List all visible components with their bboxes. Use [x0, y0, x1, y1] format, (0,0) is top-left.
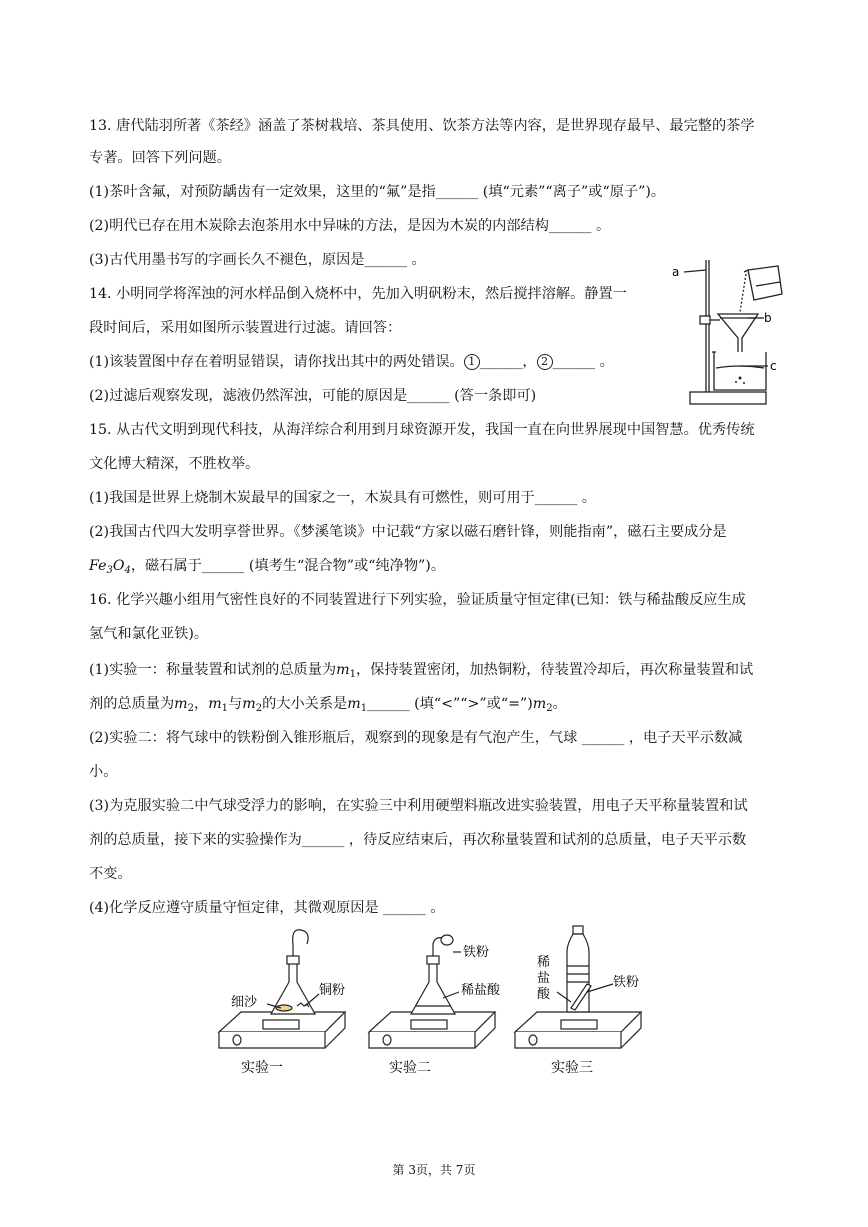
var-m1: m	[336, 662, 350, 678]
label-acid: 稀盐酸	[461, 983, 501, 998]
circled-number-1: 1	[464, 354, 480, 370]
circled-number-2: 2	[537, 354, 553, 370]
var-m2-sub: 2	[187, 703, 194, 714]
var-m1-sub: 1	[349, 669, 356, 680]
q16-part2-line2: 小。	[89, 764, 118, 780]
q15-part2-rest: ，磁石属于______ (填考生“混合物”或“纯净物”)。	[130, 558, 446, 574]
q16-part1-line2	[89, 694, 567, 719]
var-m1c-sub: 1	[360, 703, 368, 714]
var-m2b: m	[242, 696, 256, 712]
label-acid-v3: 酸	[537, 987, 551, 1002]
var-m2b-sub: 2	[255, 703, 263, 714]
q13-part3: (3)古代用墨书写的字画长久不褪色，原因是______ 。	[89, 252, 426, 268]
label-iron-3: 铁粉	[613, 975, 640, 990]
experiment-figures	[215, 922, 665, 1082]
q14-part1	[89, 352, 614, 372]
q13-part1: (1)茶叶含氟，对预防龋齿有一定效果，这里的“氟”是指______ (填“元素”“离子”或“原子”)。	[89, 184, 666, 200]
formula-o: O	[112, 558, 125, 574]
q14-blank-sep: ，	[522, 354, 537, 370]
q16-part3-line1: (3)为克服实验二中气球受浮力的影响，在实验三中利用硬塑料瓶改进实验装置，用电子天平称量装置和试	[89, 798, 748, 814]
formula-o-sub: 4	[124, 565, 131, 576]
var-m2: m	[174, 696, 188, 712]
var-m1b: m	[208, 696, 222, 712]
q16-part1-h: 。	[552, 696, 567, 712]
q14-blank1: ______	[479, 354, 523, 370]
q16-part1-e: 与	[228, 696, 243, 712]
var-m2c-sub: 2	[546, 703, 553, 714]
q16-part1-f: 的大小关系是	[262, 696, 348, 712]
q14-blank2: ______ 。	[552, 354, 614, 370]
q15-stem-line2: 文化博大精深，不胜枚举。	[89, 456, 260, 472]
label-a: a	[672, 265, 680, 279]
var-m1b-sub: 1	[221, 703, 229, 714]
q16-part1-line1	[89, 660, 753, 685]
q13-stem-line2: 专著。回答下列问题。	[89, 150, 231, 166]
label-acid-v1: 稀	[537, 955, 551, 970]
q16-part1-a: (1)实验一：称量装置和试剂的总质量为	[89, 662, 337, 678]
q16-part2-line1: (2)实验二：将气球中的铁粉倒入锥形瓶后，观察到的现象是有气泡产生，气球 ______ ，电子天平示数减	[89, 730, 743, 746]
label-c: c	[770, 359, 777, 373]
page-footer: 第 3页，共 7页	[392, 1163, 476, 1177]
q15-part2-line1: (2)我国古代四大发明享誉世界。《梦溪笔谈》中记载“方家以磁石磨针锋，则能指南”，磁石主要成分是	[89, 524, 727, 540]
var-m2c: m	[532, 696, 547, 712]
q15-part2-line2	[89, 556, 445, 581]
label-acid-v2: 盐	[537, 971, 551, 986]
q16-part1-b: ，保持装置密闭，加热铜粉，待装置冷却后，再次称量装置和试	[355, 662, 754, 678]
q14-stem-line2: 段时间后，采用如图所示装置进行过滤。请回答：	[89, 320, 402, 336]
label-copper: 铜粉	[319, 983, 346, 998]
q14-stem-line1: 14. 小明同学将浑浊的河水样品倒入烧杯中，先加入明矾粉末，然后搅拌溶解。静置一	[89, 286, 627, 302]
caption-exp1: 实验一	[241, 1060, 283, 1076]
q14-part2: (2)过滤后观察发现，滤液仍然浑浊，可能的原因是______ (答一条即可)	[89, 388, 537, 404]
q16-part3-line3: 不变。	[89, 866, 132, 882]
caption-exp3: 实验三	[551, 1060, 593, 1076]
q16-stem-line2: 氢气和氯化亚铁)。	[89, 626, 209, 642]
q15-stem-line1: 15. 从古代文明到现代科技，从海洋综合利用到月球资源开发，我国一直在向世界展现中国智慧。优秀传统	[89, 422, 755, 438]
var-m1c: m	[347, 696, 361, 712]
q13-stem-line1: 13. 唐代陆羽所著《茶经》涵盖了茶树栽培、茶具使用、饮茶方法等内容，是世界现存最早、最完整的茶学	[89, 118, 755, 134]
q16-part1-d: ，	[193, 696, 209, 712]
q13-part2: (2)明代已存在用木炭除去泡茶用水中异味的方法，是因为木炭的内部结构______ 。	[89, 218, 611, 234]
q14-part1-prefix: (1)该装置图中存在着明显错误，请你找出其中的两处错误。	[89, 354, 464, 370]
label-sand: 细沙	[231, 995, 258, 1010]
filtration-apparatus-figure	[668, 256, 788, 414]
formula-fe-sub: 3	[106, 565, 113, 576]
q16-part1-g: ______ (填“<”“>”或“=”)	[367, 696, 533, 712]
label-b: b	[764, 311, 772, 325]
formula-fe: Fe	[89, 558, 107, 574]
q16-stem-line1: 16. 化学兴趣小组用气密性良好的不同装置进行下列实验，验证质量守恒定律(已知：铁与稀盐酸反应生成	[89, 592, 746, 608]
q16-part1-c: 剂的总质量为	[89, 696, 175, 712]
label-iron: 铁粉	[463, 945, 490, 960]
q16-part3-line2: 剂的总质量，接下来的实验操作为______ ，待反应结束后，再次称量装置和试剂的总质量，电子天平示数	[89, 832, 747, 848]
caption-exp2: 实验二	[389, 1060, 431, 1076]
q16-part4: (4)化学反应遵守质量守恒定律，其微观原因是 ______ 。	[89, 900, 445, 916]
q15-part1: (1)我国是世界上烧制木炭最早的国家之一，木炭具有可燃性，则可用于______ 。	[89, 490, 596, 506]
